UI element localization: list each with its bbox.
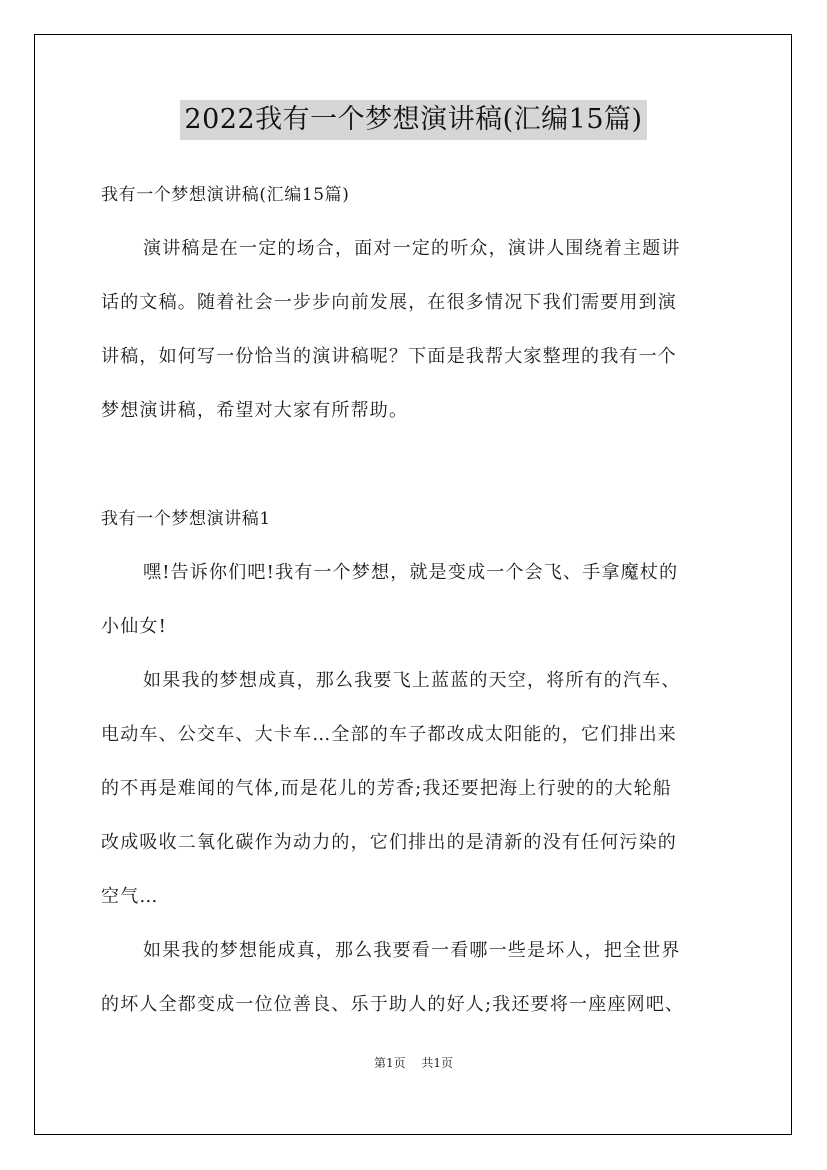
- intro-line: 梦想演讲稿，希望对大家有所帮助。: [101, 400, 409, 421]
- title-container: [0, 100, 827, 140]
- paragraph-line: 改成吸收二氧化碳作为动力的，它们排出的是清新的没有任何污染的: [101, 832, 677, 853]
- intro-line: 讲稿，如何写一份恰当的演讲稿呢？下面是我帮大家整理的我有一个: [101, 346, 677, 367]
- paragraph-line: 嘿!告诉你们吧!我有一个梦想，就是变成一个会飞、手拿魔杖的: [143, 562, 679, 583]
- page-footer: [0, 1054, 827, 1071]
- paragraph-line: 小仙女!: [101, 616, 168, 637]
- paragraph-gap: [101, 438, 729, 492]
- paragraph-line: 空气…: [101, 886, 159, 907]
- paragraph-line: 如果我的梦想成真，那么我要飞上蓝蓝的天空，将所有的汽车、: [143, 670, 681, 691]
- intro-line: 演讲稿是在一定的场合，面对一定的听众，演讲人围绕着主题讲: [143, 238, 681, 259]
- paragraph-line: 的坏人全都变成一位位善良、乐于助人的好人;我还要将一座座网吧、: [101, 994, 685, 1015]
- page-number: 第1页: [373, 1056, 406, 1070]
- document-title: 2022我有一个梦想演讲稿(汇编15篇): [180, 100, 646, 140]
- page-total: 共1页: [421, 1056, 454, 1070]
- paragraph-line: 的不再是难闻的气体,而是花儿的芳香;我还要把海上行驶的的大轮船: [101, 778, 672, 799]
- document-subtitle: 我有一个梦想演讲稿(汇编15篇): [101, 185, 350, 205]
- paragraph-line: 如果我的梦想能成真，那么我要看一看哪一些是坏人，把全世界: [143, 940, 681, 961]
- intro-line: 话的文稿。随着社会一步步向前发展，在很多情况下我们需要用到演: [101, 292, 677, 313]
- section-heading: 我有一个梦想演讲稿1: [101, 509, 271, 529]
- paragraph-line: 电动车、公交车、大卡车…全部的车子都改成太阳能的，它们排出来: [101, 724, 677, 745]
- document-body: [101, 168, 729, 1032]
